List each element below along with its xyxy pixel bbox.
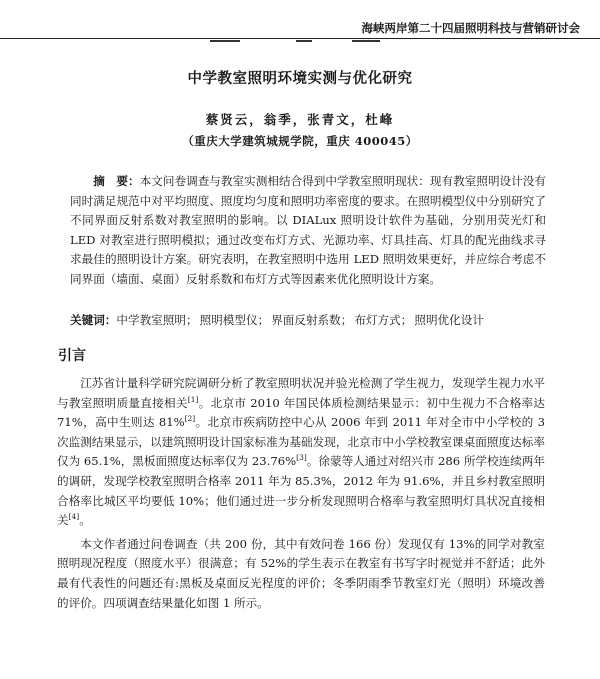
citation: [3] bbox=[296, 453, 307, 463]
paragraph-text: 江苏省计量科学研究院调研分析了教室照明状况并验光检测了学生视力，发现学生视力水平与教室照明质量直接相关 bbox=[57, 376, 545, 410]
keyword-item: 界面反射系数 bbox=[271, 313, 341, 327]
scan-artifact bbox=[210, 40, 240, 42]
keywords-label: 关键词： bbox=[70, 313, 117, 327]
keyword-item: 照明优化设计 bbox=[414, 313, 484, 327]
paragraph-text: 。北京市疾病防控中心从 2006 年到 2011 年对全市中小学校的 3 次监测结果显示，以建筑照明设计国家标准为基础发现，北京市中小学校教室课桌面照度达标率仅为 65.1%，黑板面照度达标率仅为 23.76% bbox=[57, 415, 545, 469]
scan-artifact bbox=[296, 40, 312, 42]
keyword-item: 布灯方式 bbox=[354, 313, 401, 327]
paragraph-text: 。 bbox=[79, 513, 91, 528]
paragraph-text: 。徐蒙等人通过对绍兴市 286 所学校连续两年的调研，发现学校教室照明合格率 2011 年为 85.3%，2012 年为 91.6%，并且乡村教室照明合格率比城区平均要低 10%；他们通过进一步分析发现照明合格率与教室照明灯具状况直接相关 bbox=[57, 454, 545, 528]
header-rule bbox=[0, 38, 600, 39]
citation: [4] bbox=[68, 512, 80, 522]
paper-authors: 蔡贤云，翁季，张青文，杜峰 bbox=[205, 112, 395, 127]
paper-affiliation: （重庆大学建筑城规学院，重庆 400045） bbox=[182, 134, 418, 148]
abstract-label: 摘 要： bbox=[93, 174, 140, 188]
paragraph-text: 。北京市 2010 年国民体质检测结果显示：初中生视力不合格率达 71%，高中生则达 81% bbox=[57, 395, 545, 430]
scan-artifact bbox=[352, 40, 380, 42]
keyword-item: 中学教室照明 bbox=[116, 313, 186, 327]
citation: [2] bbox=[184, 414, 196, 424]
abstract bbox=[70, 172, 546, 290]
paper-title: 中学教室照明环境实测与优化研究 bbox=[187, 71, 413, 87]
keyword-item: 照明模型仪 bbox=[199, 313, 258, 327]
keywords: 关键词：中学教室照明； 照明模型仪； 界面反射系数； 布灯方式； 照明优化设计 bbox=[70, 313, 484, 327]
introduction-body bbox=[57, 374, 545, 617]
abstract-text: 本文问卷调查与教室实测相结合得到中学教室照明现状：现有教室照明设计没有同时满足规范中对平均照度、照度均匀度和照明功率密度的要求。在照明模型仪中分别研究了不同界面反射系数对教室照明的影响。以 DIALux 照明设计软件为基础，分别用荧光灯和 LED 对教室进行照明模拟；通过改变布灯方式、光源功率、灯具挂高、灯具的配光曲线求寻求最佳的照明设计方案。研究表明，在教室照明中选用 LED 照明效果更好，并应综合考虑不同界面（墙面、桌面）反射系数和布灯方式等因素来优化照明设计方案。 bbox=[70, 174, 546, 286]
paragraph: 本文作者通过问卷调查（共 200 份，其中有效问卷 166 份）发现仅有 13%的同学对教室照明现况程度（照度水平）很满意；有 52%的学生表示在教室有书写字时视觉并不舒适；此外最有代表性的问题还有:黑板及桌面反光程度的评价；冬季阴雨季节教室灯光（照明）环境改善的评价。四项调查结果量化如图 1 所示。 bbox=[57, 536, 545, 610]
paragraph bbox=[57, 374, 545, 531]
citation: [1] bbox=[187, 394, 199, 404]
section-heading: 引言 bbox=[58, 348, 86, 364]
running-header: 海峡两岸第二十四届照明科技与营销研讨会 bbox=[361, 21, 580, 35]
